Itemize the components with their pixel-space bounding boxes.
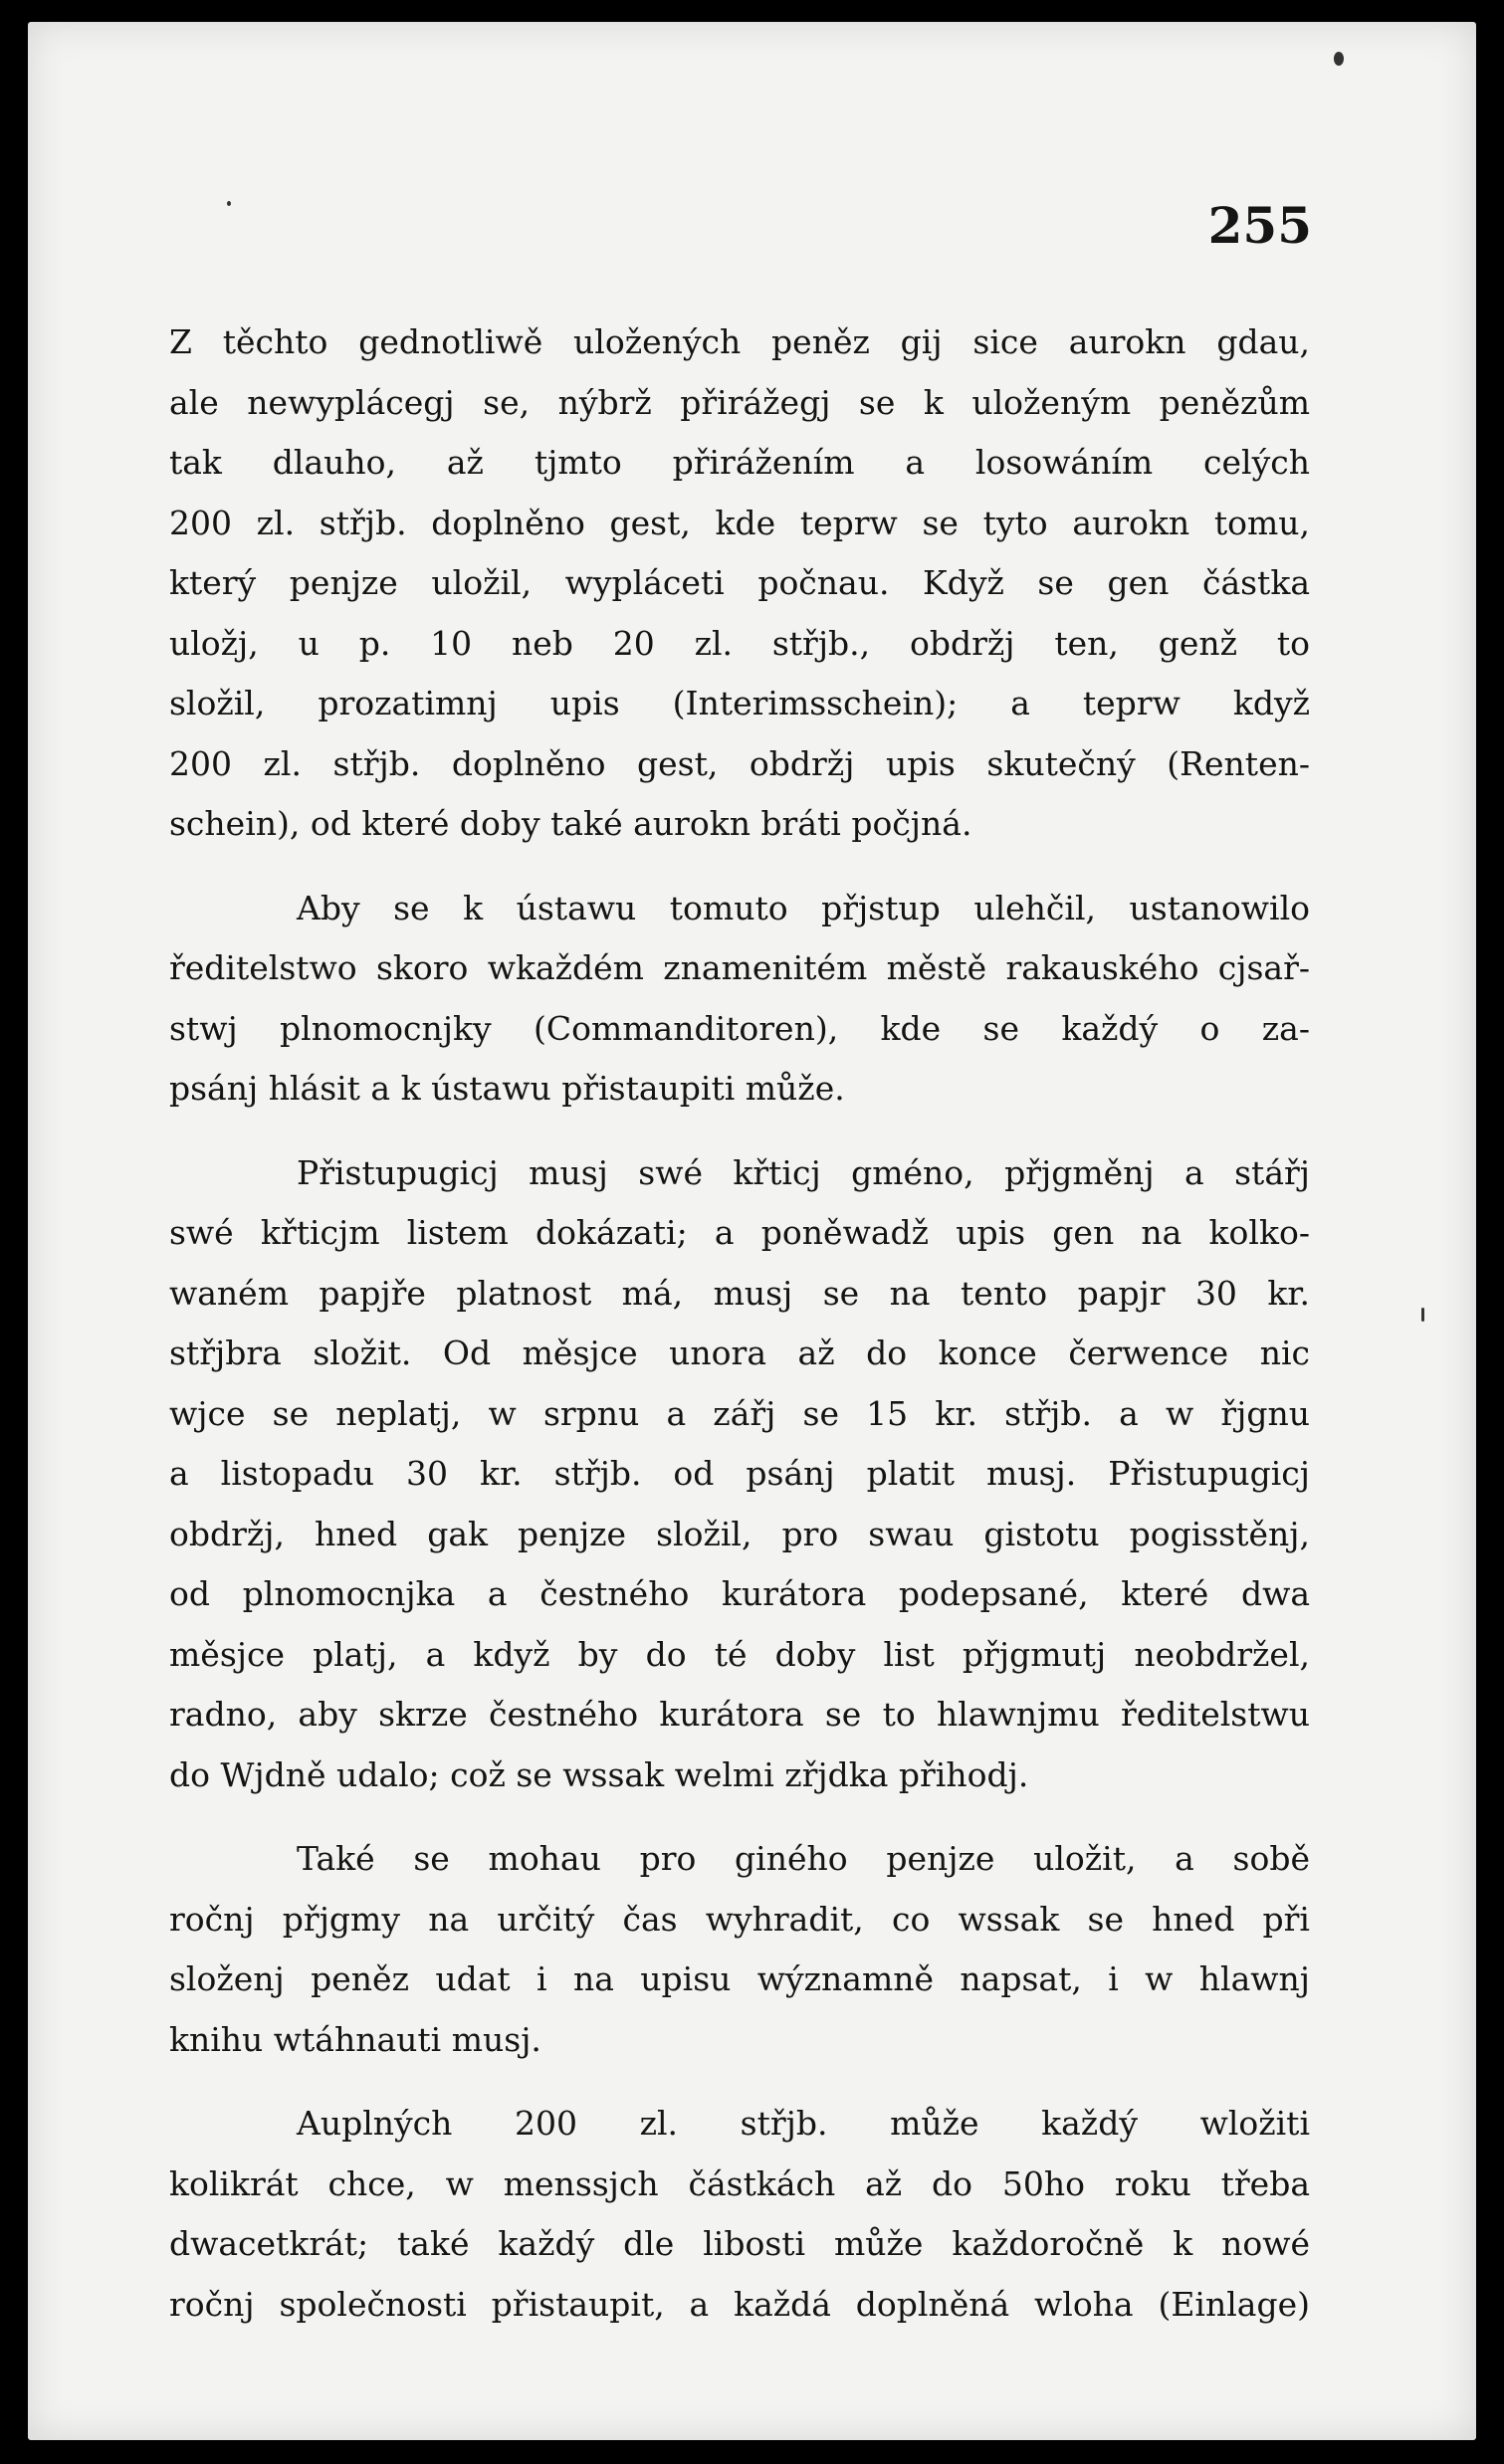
text-line: dwacetkrát; také každý dle libosti může každoročně k nowé [169, 2224, 1310, 2263]
text-line: střjbra složit. Od měsjce unora až do konce čerwence nic [169, 1334, 1310, 1372]
text-line: Přistupugicj musj swé křticj gméno, přjgměnj a stářj [297, 1152, 1310, 1192]
text-line: 200 zl. střjb. doplněno gest, kde teprw se tyto aurokn tomu, [169, 503, 1310, 542]
text-line: schein), od které doby také aurokn bráti počjná. [169, 804, 972, 843]
text-line: waném papjře platnost má, musj se na tento papjr 30 kr. [169, 1273, 1310, 1313]
text-line: swé křticjm listem dokázati; a poněwadž upis gen na kolko- [169, 1213, 1310, 1252]
text-line: složil, prozatimnj upis (Interimsschein); a teprw když [169, 684, 1310, 722]
scan-speck [1421, 1308, 1424, 1322]
text-line: Také se mohau pro giného penjze uložit, a sobě [297, 1839, 1310, 1878]
paragraph [169, 1143, 1310, 1806]
book-page [28, 22, 1476, 2440]
text-line: ředitelstwo skoro wkaždém znamenitém městě rakauského cjsař- [169, 948, 1310, 987]
text-line: od plnomocnjka a čestného kurátora podepsané, které dwa [169, 1574, 1310, 1613]
text-line: radno, aby skrze čestného kurátora se to hlawnjmu ředitelstwu [169, 1695, 1310, 1734]
text-line: ale newyplácegj se, nýbrž přirážegj se k uloženým penězům [169, 382, 1310, 422]
paragraph [169, 1829, 1310, 2070]
text-line: psánj hlásit a k ústawu přistaupiti může. [169, 1069, 845, 1108]
text-line: knihu wtáhnauti musj. [169, 2019, 541, 2059]
text-line: který penjze uložil, wypláceti počnau. Když se gen částka [169, 563, 1310, 602]
text-line: do Wjdně udalo; což se wssak welmi zřjdka přihodj. [169, 1754, 1029, 1794]
paragraph [169, 2094, 1310, 2335]
text-line: 200 zl. střjb. doplněno gest, obdržj upis skutečný (Renten- [169, 743, 1310, 783]
text-line: Auplných 200 zl. střjb. může každý wložiti [297, 2104, 1310, 2143]
text-line: ročnj společnosti přistaupit, a každá doplněná wloha (Einlage) [169, 2284, 1310, 2324]
text-line: ročnj přjgmy na určitý čas wyhradit, co wssak se hned při [169, 1899, 1310, 1939]
scan-speck [227, 201, 231, 206]
text-line: měsjce platj, a když by do té doby list přjgmutj neobdržel, [169, 1634, 1310, 1674]
body-text [169, 312, 1310, 2335]
text-line: Aby se k ústawu tomuto přjstup ulehčil, ustanowilo [297, 888, 1310, 927]
paragraph [169, 879, 1310, 1120]
text-line: Z těchto gednotliwě uložených peněz gij sice aurokn gdau, [169, 322, 1310, 361]
text-line: obdržj, hned gak penjze složil, pro swau gistotu pogisstěnj, [169, 1514, 1310, 1553]
scan-speck [1334, 52, 1344, 66]
text-line: uložj, u p. 10 neb 20 zl. střjb., obdržj ten, genž to [169, 623, 1310, 663]
paragraph [169, 312, 1310, 855]
text-line: a listopadu 30 kr. střjb. od psánj platit musj. Přistupugicj [169, 1454, 1310, 1493]
text-line: složenj peněz udat i na upisu wýznamně napsat, i w hlawnj [169, 1959, 1310, 1998]
text-line: kolikrát chce, w menssjch částkách až do 50ho roku třeba [169, 2163, 1310, 2203]
page-number: 255 [1207, 196, 1312, 255]
text-line: stwj plnomocnjky (Commanditoren), kde se každý o za- [169, 1008, 1310, 1048]
text-line: wjce se neplatj, w srpnu a zářj se 15 kr. střjb. a w řjgnu [169, 1393, 1310, 1433]
text-line: tak dlauho, až tjmto přirážením a losowáním celých [169, 443, 1310, 482]
